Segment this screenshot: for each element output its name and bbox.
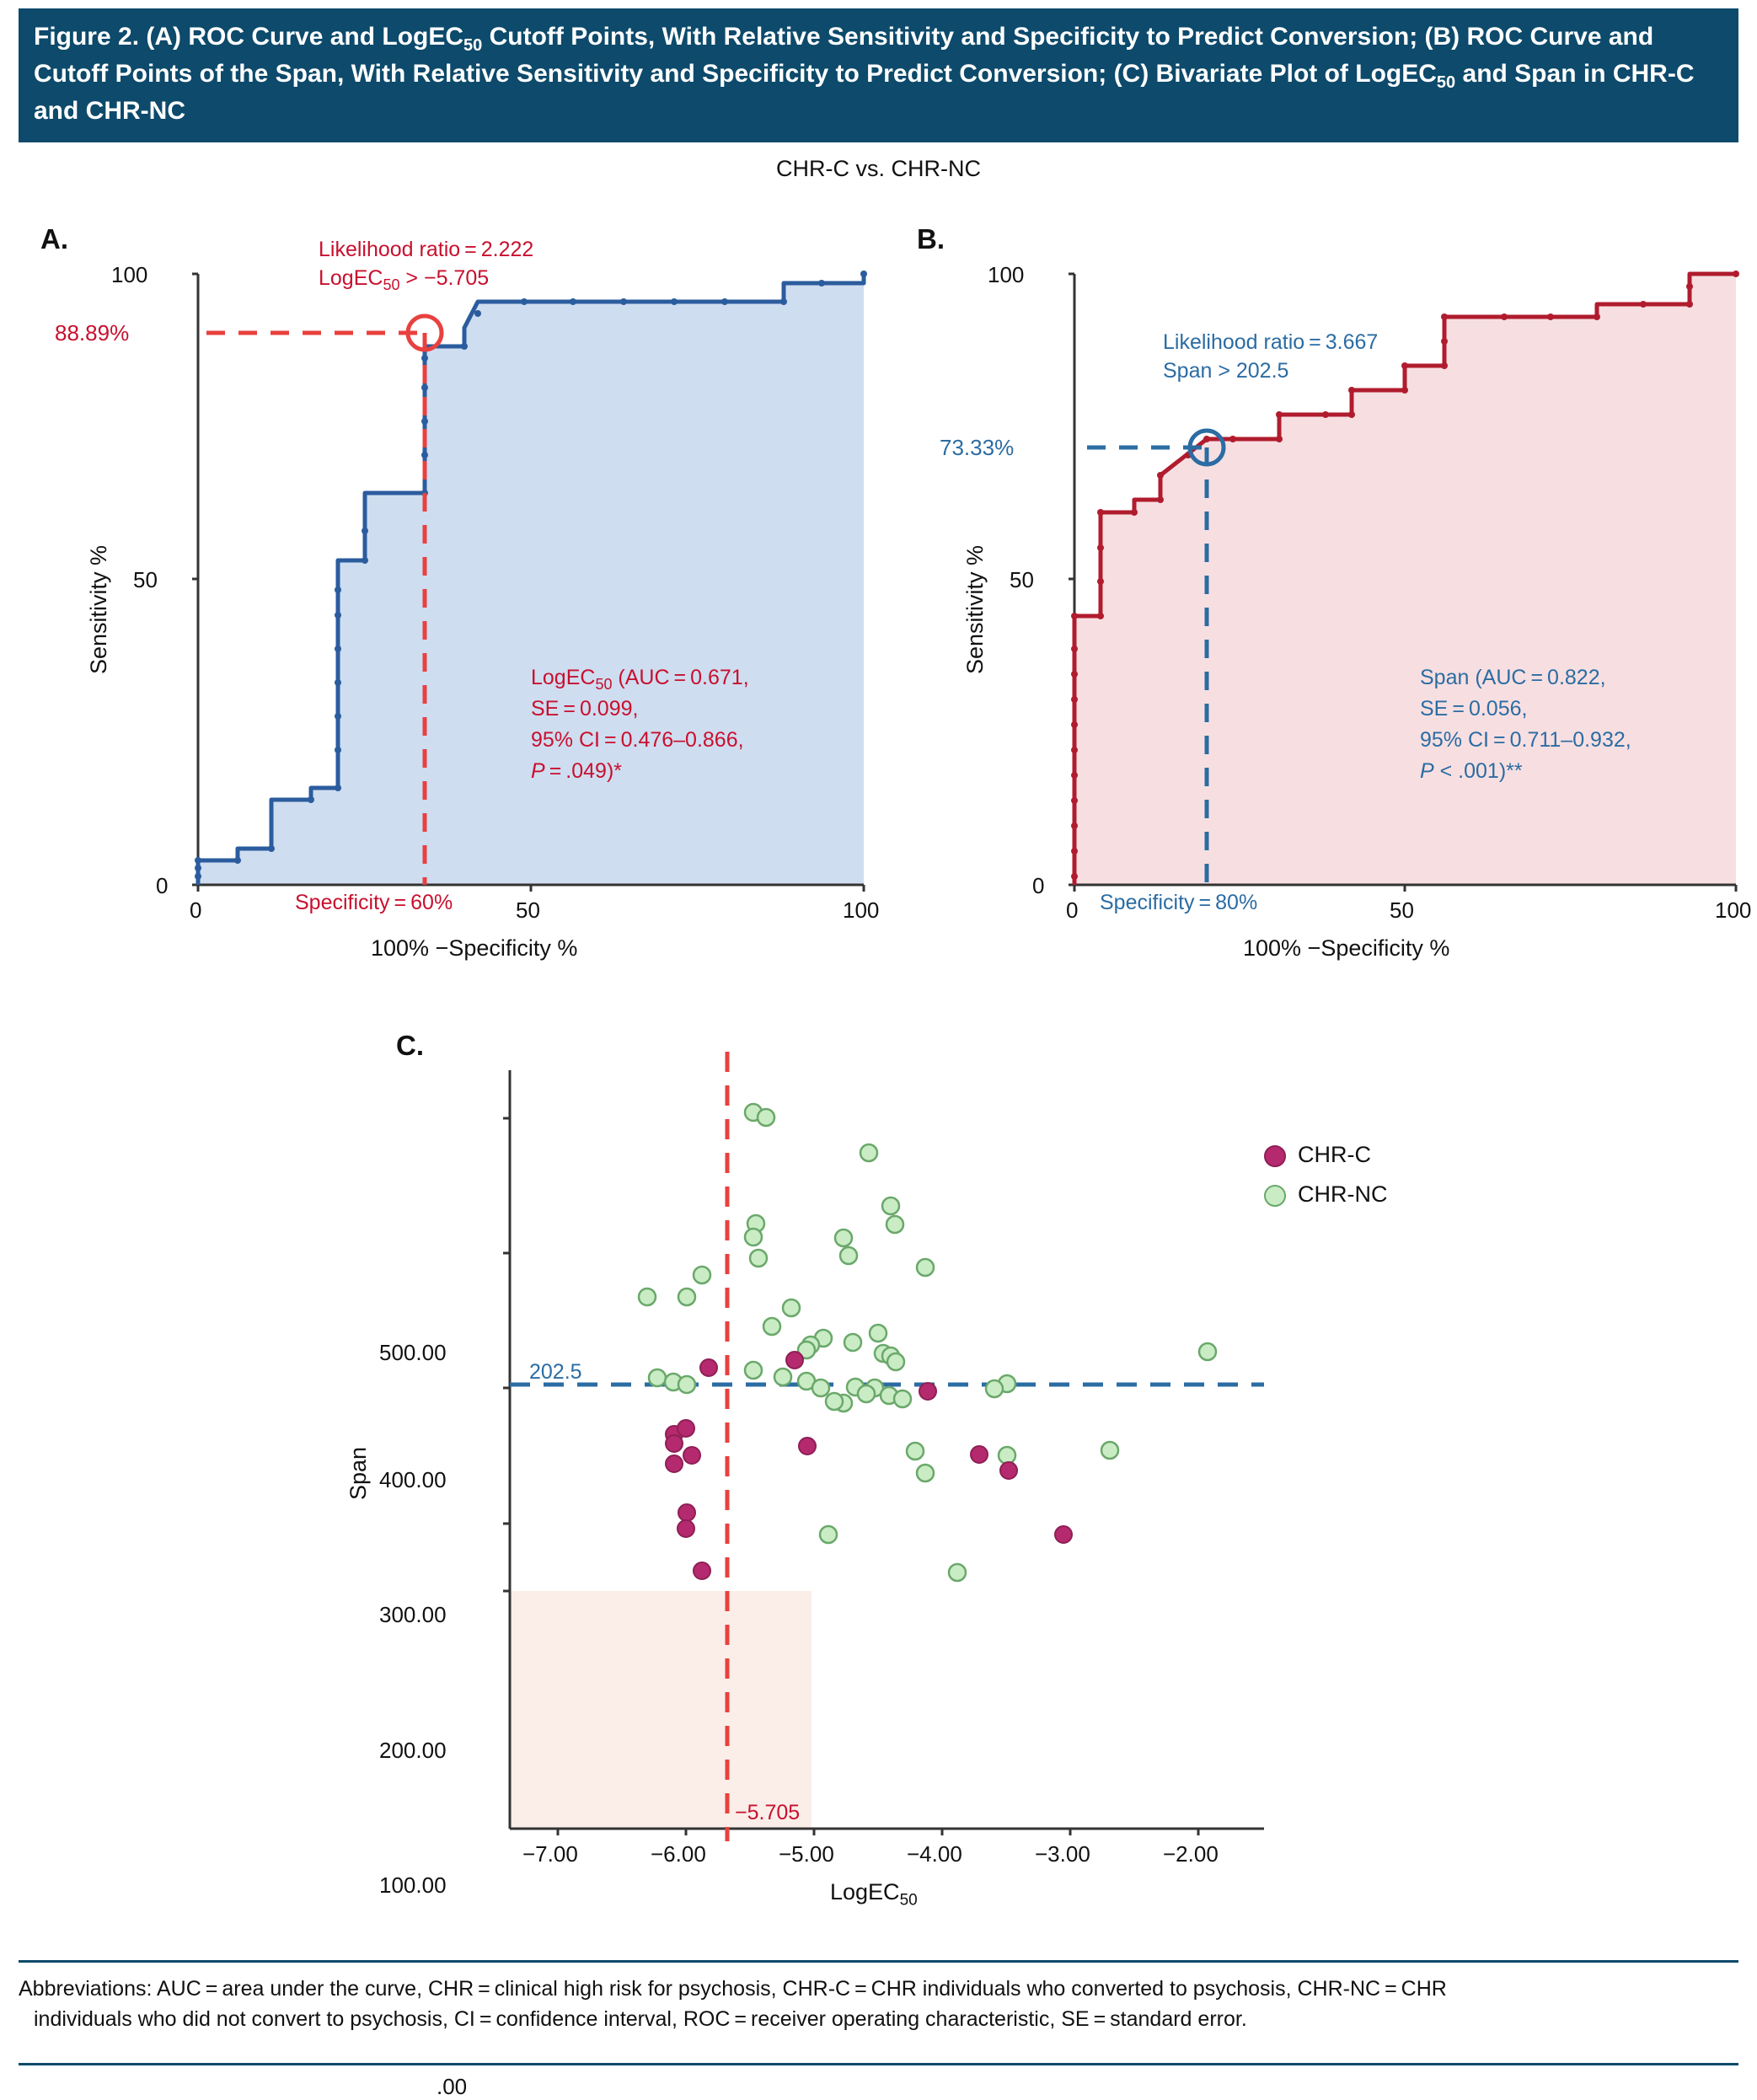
panel-b-roc-span bbox=[910, 211, 1752, 994]
panel-a-xlabel-100: 100 bbox=[843, 897, 880, 923]
chart-main-title: CHR-C vs. CHR-NC bbox=[776, 156, 981, 181]
panel-a-stat-line4: P = .049)* bbox=[531, 759, 623, 783]
panel-c-shaded-quadrant bbox=[510, 1591, 812, 1829]
panel-b-stat-line3: 95% CI = 0.711–0.932, bbox=[1420, 728, 1631, 752]
panel-b-x-axis-title: 100% −Specificity % bbox=[1243, 935, 1450, 961]
panel-b-likelihood-annotation: Likelihood ratio = 3.667 bbox=[1163, 330, 1379, 354]
footer-divider-bottom bbox=[19, 2063, 1738, 2065]
panel-a-ylabel-50: 50 bbox=[133, 567, 158, 592]
panel-c-ylabel-0: .00 bbox=[437, 2074, 468, 2099]
panel-b-sensitivity-value-label: 73.33% bbox=[940, 435, 1015, 460]
legend-label-chrc: CHR-C bbox=[1298, 1142, 1371, 1167]
panel-c-x-axis-title: LogEC$_{50}$ bbox=[830, 1879, 918, 1910]
panel-c-xlabel-m2: −2.00 bbox=[1163, 1841, 1219, 1867]
panel-c-hline-label: 202.5 bbox=[529, 1360, 582, 1384]
footer-abbreviations bbox=[19, 1974, 1738, 2035]
panel-c-xlabel-m4: −4.00 bbox=[907, 1841, 962, 1867]
panel-b-xlabel-0: 0 bbox=[1066, 897, 1079, 923]
panel-b-stat-line1: Span (AUC = 0.822, bbox=[1420, 666, 1606, 689]
panel-b-cutoff-annotation: Span > 202.5 bbox=[1163, 359, 1289, 383]
panel-c-y-axis-title: Span bbox=[346, 1446, 371, 1500]
panel-a-roc-logec50 bbox=[34, 211, 880, 994]
panel-b-stat-line4: P < .001)** bbox=[1420, 759, 1523, 783]
panel-b-y-axis-title: Sensitivity % bbox=[962, 544, 988, 674]
figure-caption-part2: Cutoff Points, With Relative Sensitivity and Specificity to Predict Conversion; (B) ROC Curve and Cutoff Points of the Span, With Relative Sensitivity and Specificity to Predict Conversion; (C) Bivariate Plot of LogEC bbox=[34, 23, 1654, 88]
panel-c-vline-label: −5.705 bbox=[735, 1801, 801, 1824]
footer-divider-top bbox=[19, 1960, 1738, 1963]
panel-b-stat-line2: SE = 0.056, bbox=[1420, 697, 1528, 721]
panel-a-ylabel-0: 0 bbox=[156, 873, 169, 898]
panel-b-specificity-annotation: Specificity = 80% bbox=[1100, 891, 1258, 914]
panel-a-likelihood-annotation: Likelihood ratio = 2.222 bbox=[319, 238, 534, 261]
panel-a-x-axis-title: 100% −Specificity % bbox=[371, 935, 578, 961]
panel-a-xlabel-0: 0 bbox=[190, 897, 202, 923]
panel-c-xlabel-m3: −3.00 bbox=[1035, 1841, 1090, 1867]
panel-b-ylabel-50: 50 bbox=[1010, 567, 1034, 592]
panel-c-ylabel-500: 500.00 bbox=[379, 1340, 447, 1365]
footer-line-2: individuals who did not convert to psychosis, CI = confidence interval, ROC = receiver operating characteristic, SE = standard error. bbox=[34, 2007, 1247, 2032]
panel-a-letter: A. bbox=[40, 223, 68, 254]
panel-c-letter: C. bbox=[396, 1030, 424, 1061]
panel-a-y-axis-title: Sensitivity % bbox=[86, 544, 111, 674]
panel-a-stat-line3: 95% CI = 0.476–0.866, bbox=[531, 728, 744, 752]
figure-caption-sub2: 50 bbox=[1436, 73, 1456, 92]
legend-label-chrnc: CHR-NC bbox=[1298, 1181, 1388, 1207]
figure-caption-sub1: 50 bbox=[463, 36, 483, 55]
figure-caption-part1: Figure 2. (A) ROC Curve and LogEC bbox=[34, 23, 464, 51]
panel-a-area-fill bbox=[198, 274, 864, 885]
legend-item-chrc bbox=[1264, 1142, 1371, 1168]
legend-item-chrnc bbox=[1264, 1181, 1387, 1208]
panel-b-ylabel-0: 0 bbox=[1032, 873, 1045, 898]
panel-c-svg bbox=[371, 1020, 1685, 1921]
figure-caption-part3: and Span in CHR-C and CHR-NC bbox=[34, 60, 1695, 125]
legend-dot-chrnc bbox=[1264, 1185, 1286, 1207]
panel-a-specificity-annotation: Specificity = 60% bbox=[295, 891, 453, 914]
figure-caption-banner bbox=[19, 8, 1738, 142]
panel-c-ylabel-200: 200.00 bbox=[379, 1738, 447, 1763]
panel-b-xlabel-100: 100 bbox=[1715, 897, 1752, 923]
panel-b-xlabel-50: 50 bbox=[1390, 897, 1414, 923]
panel-b-letter: B. bbox=[917, 223, 945, 254]
panel-a-cutoff-annotation: LogEC$_{50}$ > −5.705 bbox=[319, 266, 490, 293]
panel-c-xlabel-m6: −6.00 bbox=[651, 1841, 706, 1867]
panel-c-ylabel-100: 100.00 bbox=[379, 1872, 447, 1898]
footer-line-1: Abbreviations: AUC = area under the curve, CHR = clinical high risk for psychosis, CHR-C = CHR individuals who converted to psychosis, CHR-NC = CHR bbox=[19, 1977, 1447, 2001]
panel-b-ylabel-100: 100 bbox=[988, 262, 1025, 287]
panel-c-ylabel-300: 300.00 bbox=[379, 1602, 447, 1627]
panel-a-stat-line2: SE = 0.099, bbox=[531, 697, 639, 721]
legend-dot-chrc bbox=[1264, 1145, 1286, 1167]
panel-c-xlabel-m5: −5.00 bbox=[779, 1841, 834, 1867]
panel-c-ylabel-400: 400.00 bbox=[379, 1467, 447, 1492]
panel-a-ylabel-100: 100 bbox=[111, 262, 148, 287]
panel-c-xlabel-m7: −7.00 bbox=[522, 1841, 578, 1867]
panel-a-stat-line1: LogEC$_{50}$ (AUC = 0.671, bbox=[531, 666, 749, 693]
panel-a-xlabel-50: 50 bbox=[516, 897, 540, 923]
panel-a-sensitivity-value-label: 88.89% bbox=[55, 320, 130, 346]
